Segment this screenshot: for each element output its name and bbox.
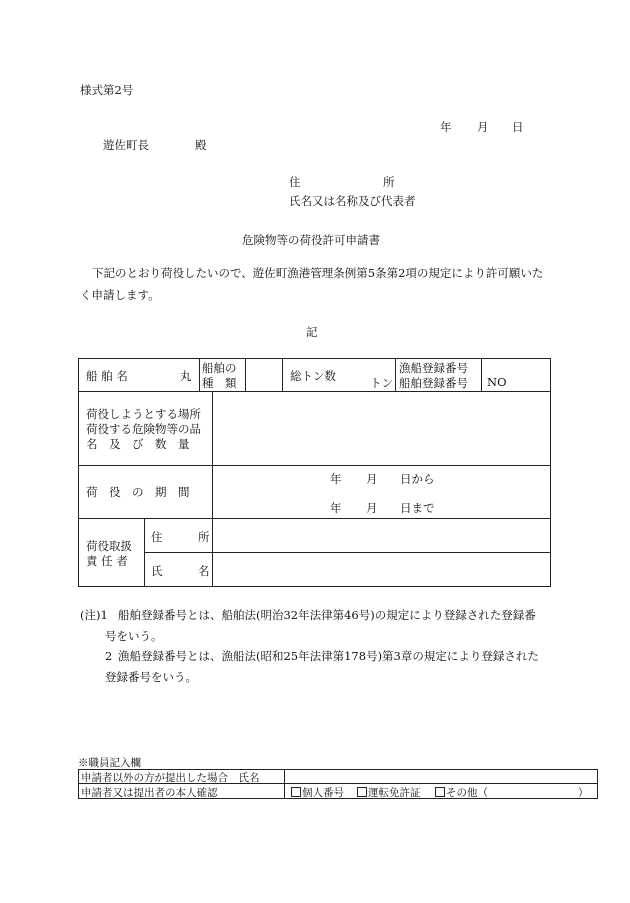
goods-label-1: 荷役する危険物等の品 [86, 422, 201, 436]
ship-type-label-1: 船舶の [202, 361, 237, 375]
ki-label: 記 [306, 325, 318, 339]
period-month-2: 月 [366, 501, 378, 515]
addressee-mayor: 遊佐町長 [103, 138, 149, 152]
form-number: 様式第2号 [80, 83, 134, 97]
applicant-address-label-2: 所 [383, 175, 395, 189]
handler-address-label-2: 所 [198, 530, 210, 544]
staff-row2-label: 申請者又は提出者の本人確認 [81, 787, 218, 799]
staff-heading: ※職員記入欄 [78, 757, 141, 769]
handler-address-label-1: 住 [151, 530, 163, 544]
handler-label-1: 荷役取扱 [86, 539, 132, 553]
place-label: 荷役しようとする場所 [86, 407, 201, 421]
period-from: 日から [400, 472, 435, 486]
tonnage-unit: トン [370, 376, 393, 390]
period-label: 荷 役 の 期 間 [86, 485, 190, 499]
id-check-other-close: ） [578, 787, 589, 799]
id-check-individual-number[interactable]: 個人番号 [291, 785, 344, 800]
checkbox-icon [357, 787, 367, 797]
fishing-reg-label: 漁船登録番号 [399, 361, 468, 375]
goods-label-2: 名 及 び 数 量 [86, 437, 190, 451]
note1-line2: 号をいう。 [105, 629, 163, 643]
application-table [78, 358, 551, 587]
period-year-1: 年 [330, 472, 342, 486]
addressee-honorific: 殿 [195, 138, 207, 152]
note2-marker: 2 [105, 649, 113, 663]
date-year-label: 年 [440, 120, 452, 134]
handler-name-label-2: 名 [198, 564, 210, 578]
applicant-name-label: 氏名又は名称及び代表者 [289, 194, 416, 208]
id-check-other[interactable]: その他（ [435, 785, 488, 800]
id-check-drivers-license[interactable]: 運転免許証 [357, 785, 421, 800]
staff-table [78, 769, 598, 799]
ship-name-label: 船 舶 名 [86, 369, 128, 383]
date-day-label: 日 [512, 120, 524, 134]
period-month-1: 月 [366, 472, 378, 486]
period-to: 日まで [400, 501, 435, 515]
checkbox-icon [435, 787, 445, 797]
applicant-address-label-1: 住 [289, 175, 301, 189]
document-title: 危険物等の荷役許可申請書 [242, 233, 380, 247]
handler-label-2: 責 任 者 [86, 554, 128, 568]
note2-line1: 漁船登録番号とは、漁船法(昭和25年法律第178号)第3章の規定により登録された [118, 649, 539, 663]
note-marker: (注)1 [80, 608, 108, 622]
body-paragraph [80, 262, 552, 306]
gross-tonnage-label: 総トン数 [290, 369, 336, 383]
ship-name-maru: 丸 [180, 369, 192, 383]
ship-reg-label: 船舶登録番号 [399, 376, 468, 390]
ship-type-label-2: 種 類 [202, 376, 237, 390]
body-line-2: く申請します。 [80, 288, 160, 302]
note2-line2: 登録番号をいう。 [105, 670, 197, 684]
checkbox-icon [291, 787, 301, 797]
handler-name-label-1: 氏 [151, 564, 163, 578]
registration-no-label: NO [487, 375, 507, 389]
note1-line1: 船舶登録番号とは、船舶法(明治32年法律第46号)の規定により登録された登録番 [118, 608, 536, 622]
period-year-2: 年 [330, 501, 342, 515]
body-line-1: 下記のとおり荷役したいので、遊佐町漁港管理条例第5条第2項の規定により許可願いた [92, 266, 544, 280]
staff-row1-label: 申請者以外の方が提出した場合 氏名 [81, 772, 260, 784]
date-month-label: 月 [477, 120, 489, 134]
